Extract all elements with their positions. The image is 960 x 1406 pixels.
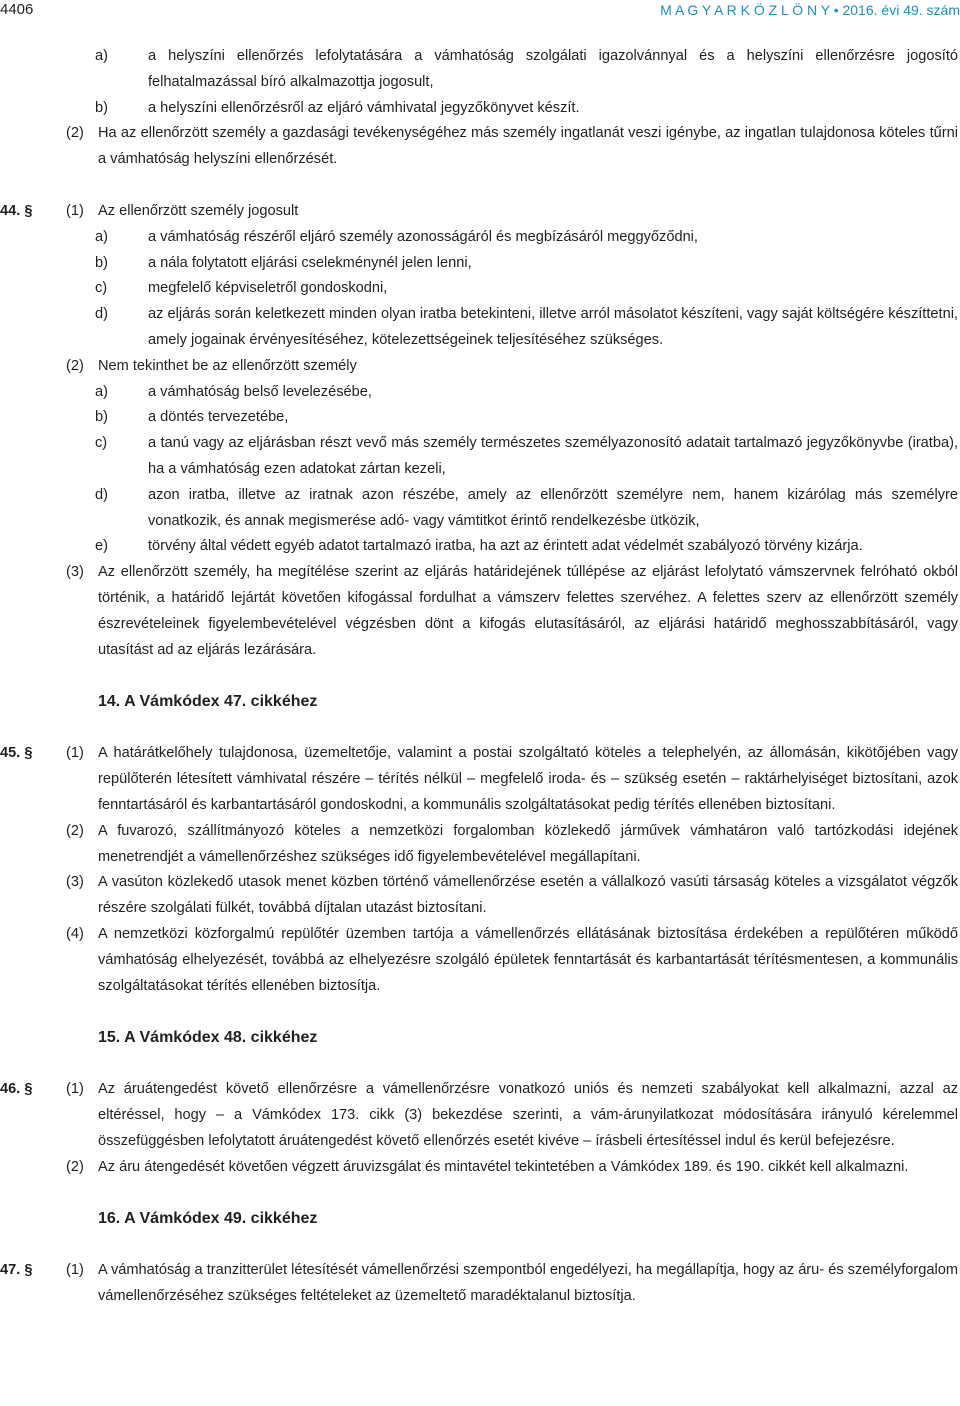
item-text: a vámhatóság belső levelezésébe, bbox=[148, 383, 372, 400]
list-item bbox=[0, 225, 960, 251]
list-item bbox=[0, 44, 960, 96]
item-label: c) bbox=[95, 280, 108, 297]
spacer bbox=[0, 1232, 960, 1258]
item-label: e) bbox=[95, 538, 108, 555]
spacer bbox=[0, 663, 960, 689]
item-label: (1) bbox=[66, 1081, 84, 1098]
item-label: b) bbox=[95, 99, 108, 116]
list-item bbox=[0, 534, 960, 560]
item-text: Ha az ellenőrzött személy a gazdasági tevékenységéhez más személy ingatlanát veszi igénybe, az ingatlan tulajdonosa köteles tűrni a vámhatóság helyszíni ellenőrzését. bbox=[98, 125, 958, 168]
item-label: (1) bbox=[66, 202, 84, 219]
item-label: (2) bbox=[66, 1158, 84, 1175]
section-heading: 15. A Vámkódex 48. cikkéhez bbox=[98, 1029, 318, 1047]
item-label: (4) bbox=[66, 925, 84, 942]
item-label: (3) bbox=[66, 564, 84, 581]
list-item bbox=[0, 405, 960, 431]
list-item bbox=[0, 483, 960, 535]
item-label: b) bbox=[95, 254, 108, 271]
item-label: d) bbox=[95, 486, 108, 503]
section-heading: 14. A Vámkódex 47. cikkéhez bbox=[98, 693, 318, 711]
list-item bbox=[0, 302, 960, 354]
item-label: b) bbox=[95, 409, 108, 426]
paragraph bbox=[0, 1258, 960, 1310]
item-text: Az áruátengedést követő ellenőrzésre a vámellenőrzésre vonatkozó uniós és nemzeti szabályokat kell alkalmazni, azzal az eltéréssel, hogy – a Vámkódex 173. cikk (3) bekezdése szerinti, a vám-árunyilatkozat módosítására irányuló kérelemmel összefüggésben lefolytatott áruátengedést követő ellenőrzés esetét kivéve – írásbeli értesítéssel indul és kerül befejezésre. bbox=[98, 1081, 958, 1149]
item-label: (1) bbox=[66, 1262, 84, 1279]
item-text: A fuvarozó, szállítmányozó köteles a nemzetközi forgalomban közlekedő járművek vámhatáron való tartózkodási idejének menetrendjét a vámellenőrzéshez szükséges idő figyelembevételével megállapítani. bbox=[98, 822, 958, 865]
section-heading: 16. A Vámkódex 49. cikkéhez bbox=[98, 1210, 318, 1228]
list-item bbox=[0, 96, 960, 122]
item-text: Az áru átengedését követően végzett áruvizsgálat és mintavétel tekintetében a Vámkódex 189. és 190. cikkét kell alkalmazni. bbox=[98, 1158, 909, 1175]
item-text: az eljárás során keletkezett minden olyan iratba betekinteni, illetve arról másolatot készíteni, vagy saját költségére készíttetni, amely jogainak érvényesítéséhez, kötelezettségeinek teljesítéséhez szükséges. bbox=[148, 306, 958, 348]
item-label: (2) bbox=[66, 357, 84, 374]
item-text: a döntés tervezetébe, bbox=[148, 409, 289, 426]
paragraph bbox=[0, 1155, 960, 1181]
item-text: A nemzetközi közforgalmú repülőtér üzemben tartója a vámellenőrzés ellátásának biztosítása érdekében a repülőtéren működő vámhatóság elhelyezését, továbbá az elhelyezésre szolgáló épületek fenntartását és karbantartását térítésmentesen, a kommunális szolgáltatásokat térítés ellenében biztosítja. bbox=[98, 925, 958, 994]
item-text: Az ellenőrzött személy jogosult bbox=[98, 202, 299, 219]
list-item bbox=[0, 276, 960, 302]
paragraph bbox=[0, 199, 960, 225]
item-text: megfelelő képviseletről gondoskodni, bbox=[148, 280, 388, 297]
spacer bbox=[0, 715, 960, 741]
item-text: a nála folytatott eljárási cselekménynél jelen lenni, bbox=[148, 254, 472, 271]
paragraph bbox=[0, 819, 960, 871]
page-header bbox=[0, 0, 960, 26]
paragraph bbox=[0, 922, 960, 999]
list-item bbox=[0, 380, 960, 406]
item-label: c) bbox=[95, 435, 108, 452]
paragraph bbox=[0, 121, 960, 173]
item-text: Nem tekinthet be az ellenőrzött személy bbox=[98, 357, 357, 374]
item-label: (1) bbox=[66, 745, 84, 762]
item-label: a) bbox=[95, 48, 108, 64]
paragraph bbox=[0, 870, 960, 922]
paragraph bbox=[0, 354, 960, 380]
section-number: 45. § bbox=[0, 745, 33, 762]
item-text: A vasúton közlekedő utasok menet közben történő vámellenőrzése esetén a vállalkozó vasúti társaság köteles a vizsgálatot végzők részére szolgálati fülkét, továbbá díjtalan utazást biztosítani. bbox=[98, 874, 958, 917]
item-text: A határátkelőhely tulajdonosa, üzemeltetője, valamint a postai szolgáltató köteles a telephelyén, az állomásán, kikötőjében vagy repülőterén létesített vámhivatal részére – térítés nélkül – megfelelő iroda- és – szükség esetén – raktárhelyiséget biztosítani, azok fenntartásáról és karbantartásáról gondoskodni, a kommunális szolgáltatásokat pedig térítés ellenében biztosítani. bbox=[98, 745, 958, 813]
spacer bbox=[0, 1180, 960, 1206]
spacer bbox=[0, 999, 960, 1025]
item-text: törvény által védett egyéb adatot tartalmazó iratba, ha azt az érintett adat védelmét szabályozó törvény kizárja. bbox=[148, 538, 863, 555]
paragraph bbox=[0, 560, 960, 663]
spacer bbox=[0, 1051, 960, 1077]
document-body bbox=[0, 44, 960, 1310]
item-text: Az ellenőrzött személy, ha megítélése szerint az eljárás határidejének túllépése az eljárást lefolytató vámszervnek felróható okból történik, a határidő lejártát követően kifogással fordulhat a vámszerv felettes szervéhez. A felettes szerv az ellenőrzött személy észrevételeinek figyelembevételével végzésben dönt a kifogás elutasításáról, az eljárási határidő meghosszabbításáról, vagy utasítást ad az eljárás lezárására. bbox=[98, 564, 958, 658]
item-text: a tanú vagy az eljárásban részt vevő más személy természetes személyazonosító adatait tartalmazó jegyzőkönyvbe (iratba), ha a vámhatóság ezen adatokat zártan kezeli, bbox=[148, 435, 958, 477]
item-label: (2) bbox=[66, 125, 84, 142]
item-text: a helyszíni ellenőrzés lefolytatására a vámhatóság szolgálati igazolvánnyal és a helyszíni ellenőrzésre jogosító felhatalmazással bíró alkalmazottja jogosult, bbox=[148, 48, 958, 90]
section-number: 47. § bbox=[0, 1262, 33, 1279]
item-label: (2) bbox=[66, 822, 84, 839]
item-label: (3) bbox=[66, 874, 84, 891]
item-text: A vámhatóság a tranzitterület létesítését vámellenőrzési szempontból engedélyezi, ha megállapítja, hogy az áru- és személyforgalom vámellenőrzéséhez szükséges feltételeket az üzemeltető maradéktalanul biztosítja. bbox=[98, 1262, 958, 1305]
paragraph bbox=[0, 1077, 960, 1154]
item-label: d) bbox=[95, 306, 108, 323]
item-label: a) bbox=[95, 228, 108, 245]
list-item bbox=[0, 431, 960, 483]
running-title: M A G Y A R K Ö Z L Ö N Y • 2016. évi 49. szám bbox=[660, 2, 960, 18]
paragraph bbox=[0, 741, 960, 818]
spacer bbox=[0, 173, 960, 199]
list-item bbox=[0, 251, 960, 277]
item-text: a helyszíni ellenőrzésről az eljáró vámhivatal jegyzőkönyvet készít. bbox=[148, 99, 580, 116]
item-label: a) bbox=[95, 383, 108, 400]
item-text: azon iratba, illetve az iratnak azon részébe, amely az ellenőrzött személyre nem, hanem kizárólag más személyre vonatkozik, és annak megismerése adó- vagy vámtitkot érintő rendelkezésbe ütközik, bbox=[148, 486, 958, 529]
section-number: 46. § bbox=[0, 1081, 33, 1098]
section-number: 44. § bbox=[0, 202, 33, 219]
item-text: a vámhatóság részéről eljáró személy azonosságáról és megbízásáról meggyőződni, bbox=[148, 228, 698, 245]
page-number: 4406 bbox=[0, 1, 34, 18]
